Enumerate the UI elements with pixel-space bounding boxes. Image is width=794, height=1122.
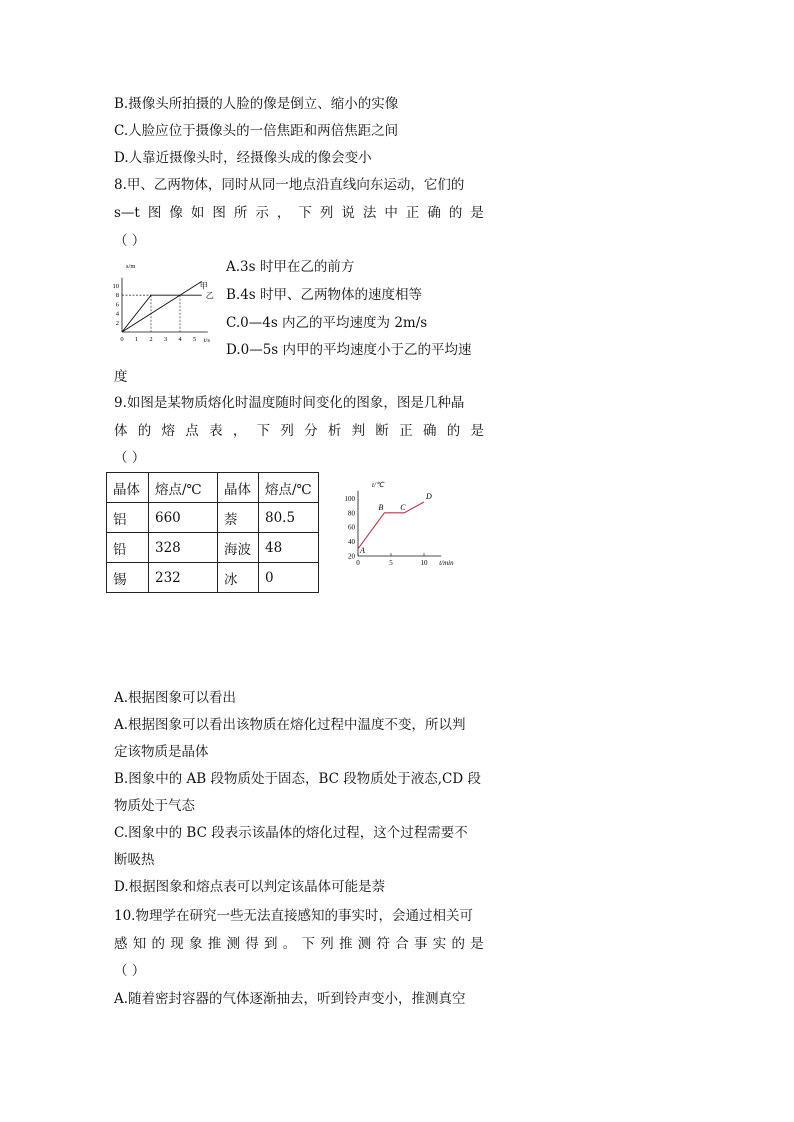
x-tick-label: 10 [420,559,428,567]
q9-option-a: A.根据图象可以看出该物质在熔化过程中温度不变，所以判 [114,717,466,733]
table-row [107,563,319,593]
text-token: 表 [209,423,223,439]
series-label: 乙 [205,291,214,301]
point-label: C [400,502,406,512]
text-token: 析 [327,423,342,439]
x-axis-label: t/min [439,559,454,567]
q9-option-a-cont: 定该物质是晶体 [114,744,209,760]
text-token: 法 [362,205,377,221]
text-token: 确 [422,423,437,439]
text-token: 下 [298,205,312,221]
table-cell: 328 [149,533,218,563]
text-token: 判 [351,423,366,439]
y-tick-label: 2 [115,319,119,327]
q9-option-d: D.根据图象和熔点表可以判定该晶体可能是萘 [114,879,386,895]
melting-point-table [106,472,319,593]
text-token: 实 [432,936,447,952]
table-cell: 232 [149,563,218,593]
text-token: 测 [226,936,240,952]
table-cell: 铅 [107,533,149,563]
text-token: 熔 [161,423,176,439]
text-token: ， [232,423,247,439]
q8-option-c: C.0—4s 内乙的平均速度为 2m/s [226,315,428,331]
question-9-line-2 [114,421,484,441]
option-c: C.人脸应位于摄像头的一倍焦距和两倍焦距之间 [114,123,399,139]
text-token: 中 [384,205,398,221]
text-token: 图 [212,205,226,221]
text-token: 到 [264,936,278,952]
y-tick-label: 6 [115,301,119,309]
table-header-cell: 晶体 [107,473,149,503]
table-cell: 萘 [218,503,259,533]
text-token: 正 [405,205,420,221]
text-token: 正 [399,423,413,439]
text-token: 列 [320,936,334,952]
table-row [107,503,319,533]
q8-option-d-cont: 度 [114,369,128,385]
x-tick-label: 2 [149,336,153,343]
temperature-curve [358,502,424,549]
text-token: 是 [470,936,484,952]
series-label: 甲 [199,281,208,291]
point-label: A [360,545,365,555]
series-line [122,281,202,332]
text-token: 的 [448,205,463,221]
x-tick-label: 0 [120,336,124,343]
y-tick-label: 100 [344,494,355,503]
question-10-line-1: 10.物理学在研究一些无法直接感知的事实时，会通过相关可 [114,908,473,924]
text-token: 知 [132,936,147,952]
text-token: 像 [169,205,183,221]
text-token: 分 [304,423,318,439]
option-d: D.人靠近摄像头时，经摄像头成的像会变小 [114,150,372,166]
text-token: 列 [319,205,334,221]
x-tick-label: 3 [163,336,168,343]
y-tick-label: 40 [348,538,355,547]
text-token: s—t [114,205,140,221]
table-header-cell: 熔点/℃ [259,473,319,503]
table-cell: 冰 [218,563,259,593]
table-header-cell: 熔点/℃ [149,473,218,503]
text-token: 合 [395,936,409,952]
table-cell: 660 [149,503,218,533]
text-token: 推 [207,936,222,952]
text-token: 现 [170,936,184,952]
text-token: 的 [151,936,165,952]
text-token: 是 [470,205,484,221]
text-token: 的 [451,936,465,952]
text-token: 是 [470,423,484,439]
x-tick-label: 1 [134,336,139,343]
text-token: 感 [114,936,128,952]
text-token: 下 [256,423,271,439]
y-tick-label: 20 [348,552,355,561]
text-token: 推 [339,936,353,952]
text-token: ， [276,205,291,221]
text-token: 的 [446,423,461,439]
text-token: 点 [185,423,199,439]
text-token: 所 [233,205,248,221]
text-token: 确 [427,205,441,221]
text-token: 测 [357,936,372,952]
y-tick-label: 60 [348,523,355,532]
q9-option-a-short: A.根据图象可以看出 [114,690,237,706]
table-cell: 48 [259,533,319,563]
question-8-line-2 [114,203,484,223]
series-line [122,295,202,332]
text-token: 符 [376,936,390,952]
y-tick-label: 4 [115,310,119,318]
text-token: 说 [341,205,355,221]
point-label: B [378,502,384,512]
table-header-cell: 晶体 [218,473,259,503]
point-label: D [426,492,432,501]
q9-option-c-cont: 断吸热 [114,852,155,868]
table-cell: 铝 [107,503,149,533]
table-header-row [107,473,319,503]
text-token: 得 [245,936,259,952]
y-tick-label: 10 [112,283,119,290]
q9-option-b-cont: 物质处于气态 [114,798,195,814]
q8-option-d: D.0—5s 内甲的平均速度小于乙的平均速 [226,342,472,358]
q9-option-b: B.图象中的 AB 段物质处于固态，BC 段物质处于液态,CD 段 [114,771,481,787]
text-token: 列 [280,423,294,439]
text-token: 体 [114,423,128,439]
text-token: 象 [189,936,203,952]
text-token: 下 [301,936,315,952]
x-axis-label: t/s [203,337,210,344]
q10-option-a: A.随着密封容器的气体逐渐抽去，听到铃声变小，推测真空 [114,991,466,1007]
y-axis-label: t/℃ [372,481,384,489]
text-token: 事 [414,936,428,952]
table-cell: 0 [259,563,319,593]
table-cell: 80.5 [259,503,319,533]
x-tick-label: 5 [389,559,393,567]
option-b: B.摄像头所拍摄的人脸的像是倒立、缩小的实像 [114,96,399,112]
y-axis-label: s/m [126,263,136,270]
q8-option-a: A.3s 时甲在乙的前方 [226,259,355,275]
question-9-blank: （ ） [114,450,146,466]
question-8-line-1: 8.甲、乙两物体，同时从同一地点沿直线向东运动，它们的 [114,177,465,193]
y-tick-label: 80 [348,509,355,518]
text-token: 的 [137,423,152,439]
text-token: 如 [190,205,205,221]
text-token: 示 [255,205,269,221]
y-tick-label: 8 [115,292,119,300]
question-8-blank: （ ） [114,233,146,249]
x-tick-label: 4 [178,336,182,343]
table-cell: 海波 [218,533,259,563]
question-10-blank: （ ） [114,963,146,979]
table-cell: 锡 [107,563,149,593]
question-10-line-2 [114,934,484,954]
x-tick-label: 5 [192,336,197,343]
st-graph [108,258,220,348]
text-token: 断 [375,423,389,439]
melting-graph [336,478,466,570]
q8-option-b: B.4s 时甲、乙两物体的速度相等 [226,287,423,303]
table-row [107,533,319,563]
x-tick-label: 0 [356,559,360,567]
q9-option-c: C.图象中的 BC 段表示该晶体的熔化过程，这个过程需要不 [114,825,468,841]
text-token: 。 [282,936,297,952]
text-token: 图 [147,205,162,221]
question-9-line-1: 9.如图是某物质熔化时温度随时间变化的图象，图是几种晶 [114,395,465,411]
